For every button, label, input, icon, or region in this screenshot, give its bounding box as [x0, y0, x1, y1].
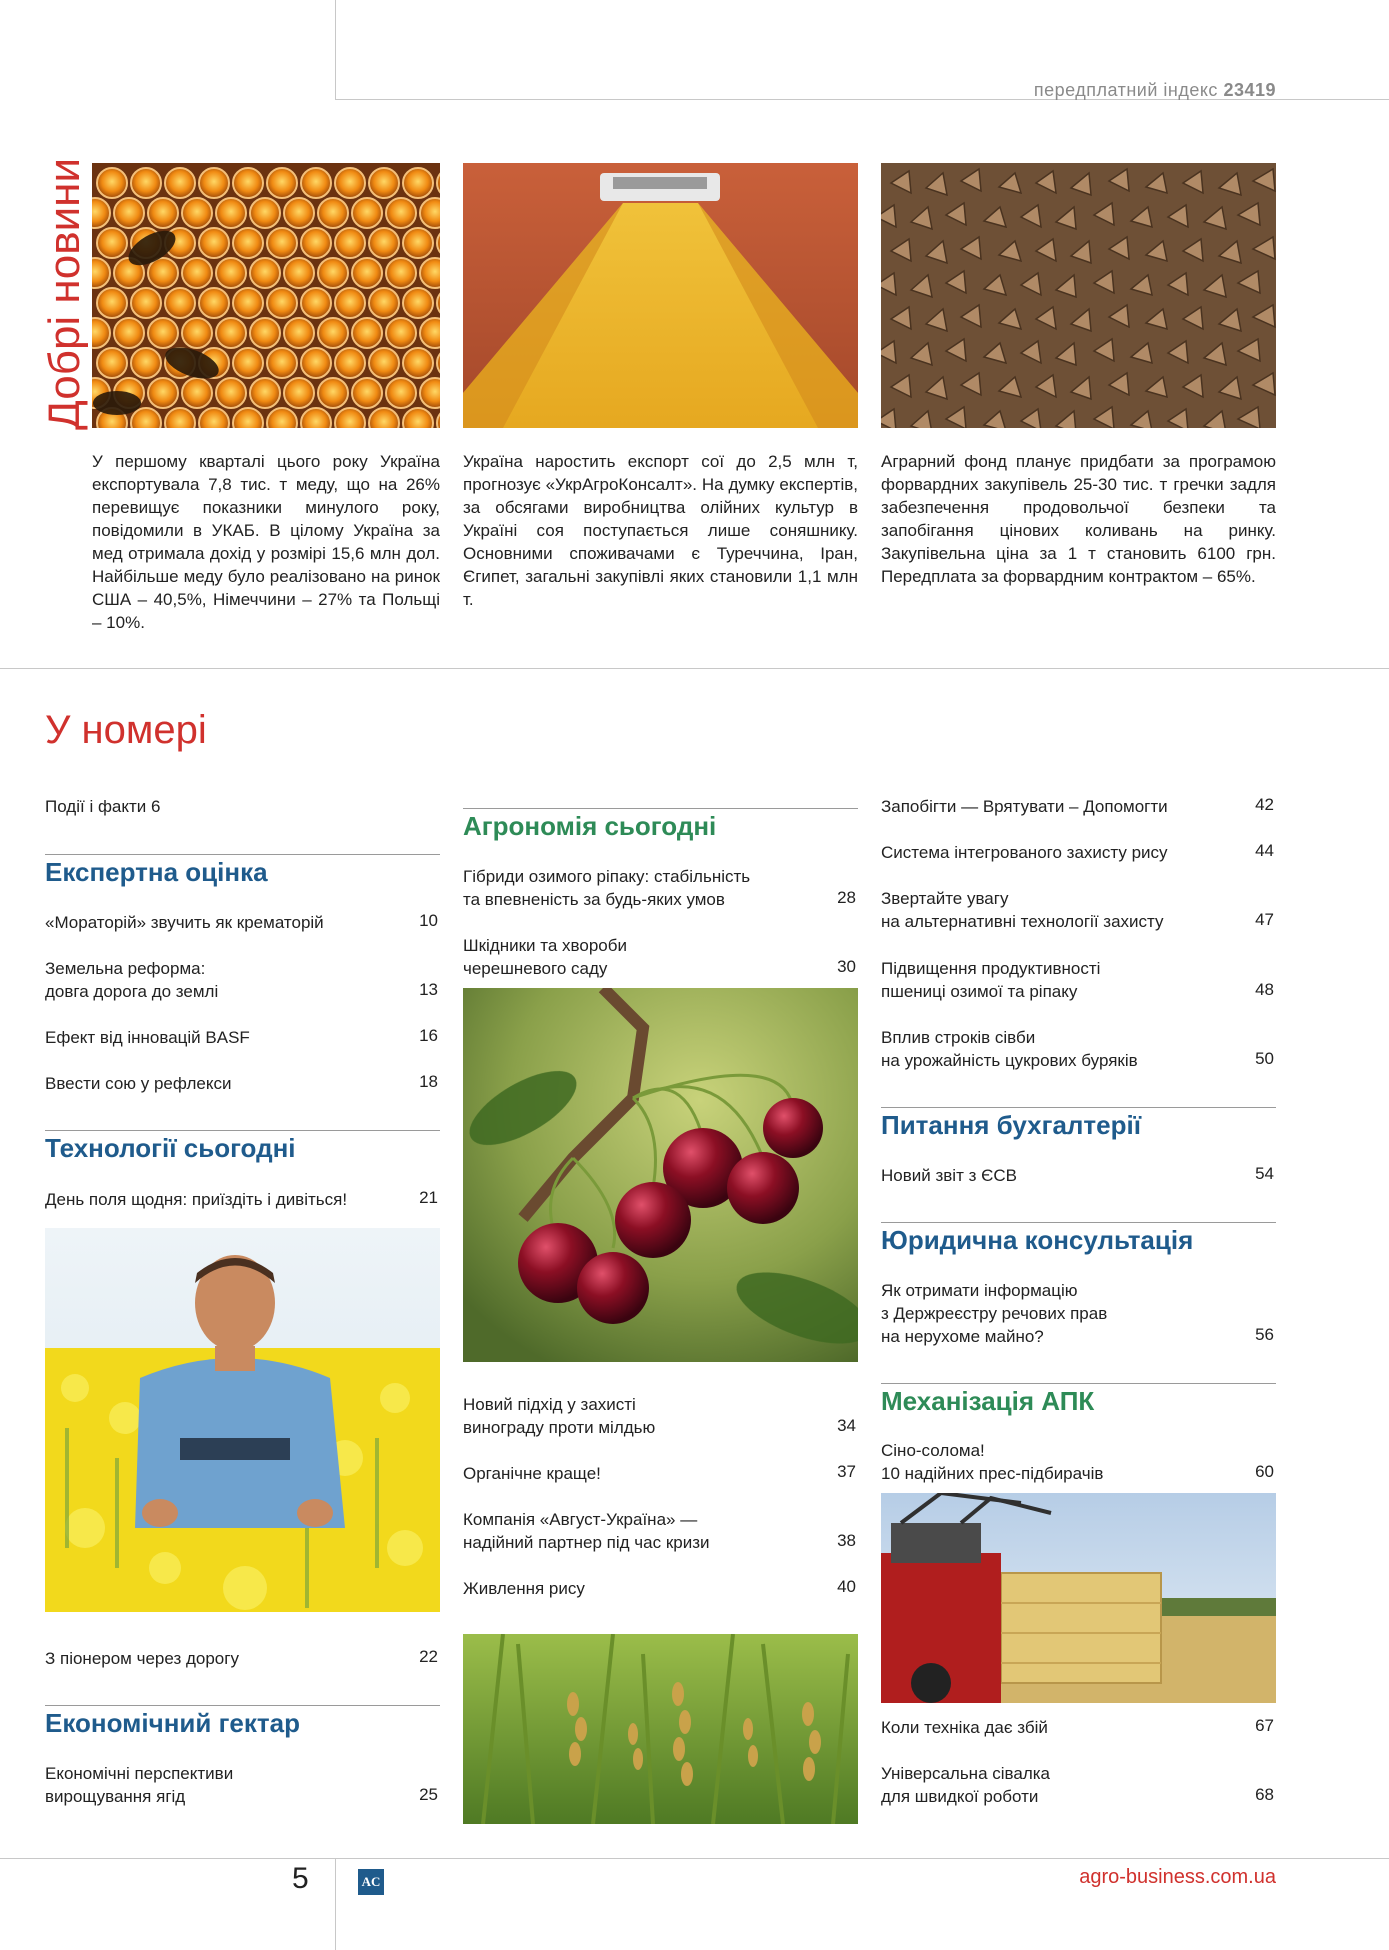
baler-machine-photo — [881, 1493, 1276, 1703]
toc-page: 40 — [837, 1577, 856, 1596]
toc-item[interactable]: Система інтегрованого захисту рису — [881, 843, 1168, 862]
toc-page: 18 — [419, 1072, 438, 1091]
toc-item[interactable]: Економічні перспективи вирощування ягід — [45, 1764, 234, 1806]
subscription-index — [1034, 80, 1276, 101]
good-news-title-text: Добрі новини — [40, 157, 89, 430]
footer-divider-vertical — [335, 1858, 336, 1950]
toc-item[interactable]: Шкідники та хвороби черешневого саду — [463, 936, 627, 978]
toc-item[interactable]: Універсальна сівалка для швидкої роботи — [881, 1764, 1051, 1806]
toc-page: 13 — [419, 980, 438, 999]
toc-page: 34 — [837, 1416, 856, 1435]
toc-page: 44 — [1255, 841, 1274, 860]
toc-item[interactable]: Коли техніка дає збій — [881, 1718, 1048, 1737]
soybean-harvest-photo — [463, 163, 858, 428]
toc-head-expert: Експертна оцінка — [45, 857, 268, 887]
news-text-buckwheat: Аграрний фонд планує придбати за програмою форвардних закупівель 25-30 тис. т гречки задля забезпечення продовольчої безпеки та запобігання цінових коливань на ринку. Закупівельна ціна за 1 т становить 6100 грн. Передплата за форвардним контрактом – 65%. — [881, 452, 1276, 586]
website-link[interactable]: agro-business.com.ua — [1079, 1866, 1276, 1888]
cherries-photo — [463, 988, 858, 1362]
middle-divider — [0, 668, 1389, 669]
news-text-honey: У першому кварталі цього року Україна експортувала 7,8 тис. т меду, що на 26% перевищує показники минулого року, повідомили в УКАБ. В цілому Україна за мед отримала дохід у розмірі 15,6 млн дол. Найбільше меду було реалізовано на ринок США – 40,5%, Німеччини – 27% та Польщі – 10%. — [92, 452, 440, 632]
col2-rule-1 — [463, 808, 858, 809]
toc-item[interactable]: Новий підхід у захисті винограду проти мілдью — [463, 1395, 656, 1437]
toc-page: 37 — [837, 1462, 856, 1481]
toc-page: 68 — [1255, 1785, 1274, 1804]
toc-item[interactable]: Компанія «Август-Україна» — надійний партнер під час кризи — [463, 1510, 710, 1552]
toc-page: 47 — [1255, 910, 1274, 929]
toc-page: 16 — [419, 1026, 438, 1045]
toc-page: 42 — [1255, 795, 1274, 814]
toc-page: 60 — [1255, 1462, 1274, 1481]
toc-page: 30 — [837, 957, 856, 976]
buckwheat-grain-photo — [881, 163, 1276, 428]
col1-rule-3 — [45, 1705, 440, 1706]
toc-page: 21 — [419, 1188, 438, 1207]
toc-item[interactable]: Підвищення продуктивності пшениці озимої та ріпаку — [881, 959, 1101, 1001]
toc-item[interactable]: Ефект від інновацій BASF — [45, 1028, 250, 1047]
toc-item[interactable]: Звертайте увагу на альтернативні технології захисту — [881, 889, 1164, 931]
toc-page: 50 — [1255, 1049, 1274, 1068]
news-text-soy: Україна наростить експорт сої до 2,5 млн т, прогнозує «УкрАгроКонсалт». На думку експертів, за обсягами виробництва олійних культур в Україні соя поступається лише соняшнику. Основними споживачами є Туреччина, Іран, Єгипет, загальні закупівлі яких становили 1,1 млн т. — [463, 452, 858, 609]
page-number: 5 — [292, 1862, 309, 1895]
toc-intro[interactable]: Події і факти 6 — [45, 797, 161, 816]
col3-rule-3 — [881, 1383, 1276, 1384]
subscription-number: 23419 — [1223, 80, 1276, 100]
toc-page: 56 — [1255, 1325, 1274, 1344]
toc-page: 28 — [837, 888, 856, 907]
toc-page: 48 — [1255, 980, 1274, 999]
publisher-logo: AC — [358, 1869, 384, 1895]
good-news-title — [36, 157, 94, 430]
toc-page: 10 — [419, 911, 438, 930]
toc-page: 38 — [837, 1531, 856, 1550]
col1-rule-1 — [45, 854, 440, 855]
col3-rule-2 — [881, 1222, 1276, 1223]
toc-item[interactable]: Органічне краще! — [463, 1464, 601, 1483]
toc-page: 22 — [419, 1647, 438, 1666]
toc-item[interactable]: День поля щодня: приїздіть і дивіться! — [45, 1190, 348, 1209]
col1-rule-2 — [45, 1130, 440, 1131]
toc-head-mechanization: Механізація АПК — [881, 1386, 1095, 1416]
farmer-rapeseed-photo — [45, 1228, 440, 1612]
toc-item[interactable]: Ввести сою у рефлекси — [45, 1074, 232, 1093]
toc-page: 67 — [1255, 1716, 1274, 1735]
toc-item[interactable]: Вплив строків сівби на урожайність цукрових буряків — [881, 1028, 1138, 1070]
toc-page: 54 — [1255, 1164, 1274, 1183]
honeycomb-bees-photo — [92, 163, 440, 428]
toc-item[interactable]: Живлення рису — [463, 1579, 585, 1598]
toc-item[interactable]: Новий звіт з ЄСВ — [881, 1166, 1017, 1185]
toc-head-tech: Технології сьогодні — [45, 1133, 296, 1163]
toc-item[interactable]: «Мораторій» звучить як крематорій — [45, 913, 324, 932]
toc-item[interactable]: Сіно-солома! 10 надійних прес-підбирачів — [881, 1441, 1104, 1483]
toc-item[interactable]: Як отримати інформацію з Держреєстру речових прав на нерухоме майно? — [881, 1281, 1108, 1346]
toc-head-agronomy: Агрономія сьогодні — [463, 811, 717, 841]
col3-rule-1 — [881, 1107, 1276, 1108]
toc-item[interactable]: Гібриди озимого ріпаку: стабільність та впевненість за будь-яких умов — [463, 867, 751, 909]
toc-head-legal: Юридична консультація — [881, 1225, 1194, 1255]
toc-item[interactable]: З піонером через дорогу — [45, 1649, 239, 1668]
rice-plants-photo — [463, 1634, 858, 1824]
subscription-label: передплатний індекс — [1033, 80, 1218, 100]
toc-page: 25 — [419, 1785, 438, 1804]
footer-divider — [0, 1858, 1389, 1859]
top-divider-vertical — [335, 0, 336, 100]
toc-item[interactable]: Земельна реформа: довга дорога до землі — [45, 959, 219, 1001]
toc-head-accounting: Питання бухгалтерії — [881, 1110, 1142, 1140]
toc-item[interactable]: Запобігти — Врятувати – Допомогти — [881, 797, 1168, 816]
toc-head-econ: Економічний гектар — [45, 1708, 300, 1738]
in-issue-title: У номері — [45, 708, 207, 752]
